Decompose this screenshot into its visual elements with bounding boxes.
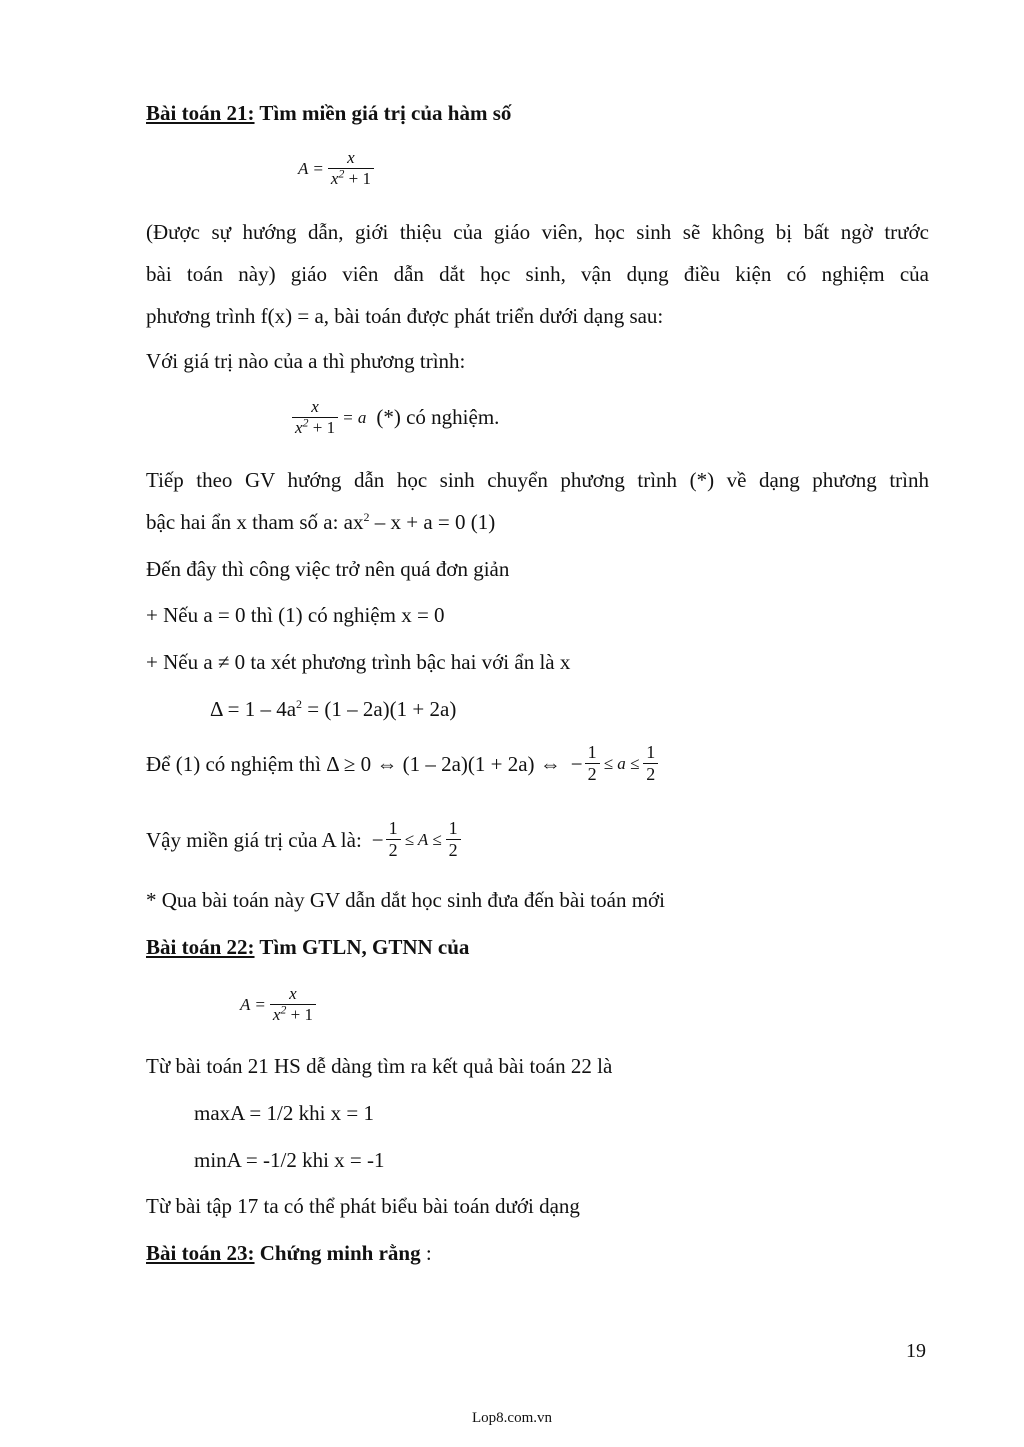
body-line-9: + Nếu a ≠ 0 ta xét phương trình bậc hai với ẩn là x xyxy=(146,650,571,674)
result-line-1: Từ bài toán 21 HS dễ dàng tìm ra kết quả bài toán 22 là xyxy=(146,1054,613,1078)
equation-star-fraction xyxy=(292,397,338,438)
formula-22-fraction xyxy=(270,984,316,1025)
intro-line-3: phương trình f(x) = a, bài toán được phát triển dưới dạng sau: xyxy=(146,304,664,328)
half-fraction: $\frac{1}{2}$ xyxy=(643,742,658,785)
equation-star-denominator: $x^2 + 1$ xyxy=(295,415,336,437)
range-text: Vậy miền giá trị của A là: xyxy=(146,827,362,852)
half-fraction: $\frac{1}{2}$ xyxy=(446,818,461,861)
problem-22-heading xyxy=(146,934,469,960)
problem-23-label: Bài toán 23: xyxy=(146,1241,255,1265)
formula-22-denominator: $x^2 + 1$ xyxy=(272,1002,313,1024)
problem-22-text: Tìm GTLN, GTNN của xyxy=(254,935,470,959)
equation-star xyxy=(292,397,499,438)
formula-21-lhs: A = xyxy=(298,158,324,178)
problem-23-tail: : xyxy=(420,1241,432,1265)
body-line-8: + Nếu a = 0 thì (1) có nghiệm x = 0 xyxy=(146,603,445,627)
problem-23-text: Chứng minh rằng xyxy=(254,1241,421,1265)
formula-21-fraction xyxy=(328,148,374,189)
delta-line: $\Delta = 1 - 4a^2 = (1 - 2a)(1 + 2a)$ xyxy=(210,697,457,721)
formula-22-lhs: A = xyxy=(240,994,266,1014)
condition-text: Để (1) có nghiệm thì Δ ≥ 0 ⇔ (1 – 2a)(1 + 2a) ⇔ xyxy=(146,751,561,776)
half-fraction: $\frac{1}{2}$ xyxy=(386,818,401,861)
intro-line-1: (Được sự hướng dẫn, giới thiệu của giáo viên, học sinh sẽ không bị bất ngờ trước xyxy=(146,220,929,244)
intro-line-4: Với giá trị nào của a thì phương trình: xyxy=(146,349,466,373)
formula-22-numerator: x xyxy=(289,984,297,1003)
equation-star-rhs: = a xyxy=(342,407,367,427)
range-line xyxy=(146,818,461,861)
minus-sign: − xyxy=(371,827,384,852)
footer-watermark: Lop8.com.vn xyxy=(472,1410,552,1426)
problem-21-heading xyxy=(146,100,511,126)
page-number: 19 xyxy=(906,1340,926,1362)
formula-22 xyxy=(240,984,316,1025)
note-line: * Qua bài toán này GV dẫn dắt học sinh đưa đến bài toán mới xyxy=(146,888,665,912)
formula-21-numerator: x xyxy=(347,148,355,167)
condition-inequality: ≤ a ≤ xyxy=(603,753,640,773)
equation-star-numerator: x xyxy=(311,397,319,416)
problem-22-label: Bài toán 22: xyxy=(146,935,255,959)
formula-21 xyxy=(298,148,374,189)
half-fraction: $\frac{1}{2}$ xyxy=(585,742,600,785)
body-line-7: Đến đây thì công việc trở nên quá đơn giản xyxy=(146,557,510,581)
formula-21-denominator: $x^2 + 1$ xyxy=(330,166,371,188)
minus-sign: − xyxy=(570,751,583,776)
result-min: minA = -1/2 khi x = -1 xyxy=(194,1148,385,1172)
problem-21-text: Tìm miền giá trị của hàm số xyxy=(254,101,512,125)
condition-line xyxy=(146,742,658,785)
intro-line-2: bài toán này) giáo viên dẫn dắt học sinh, vận dụng điều kiện có nghiệm của xyxy=(146,262,929,286)
result-max: maxA = 1/2 khi x = 1 xyxy=(194,1101,375,1125)
range-inequality: ≤ A ≤ xyxy=(404,829,442,849)
problem-23-heading xyxy=(146,1240,432,1266)
problem-21-label: Bài toán 21: xyxy=(146,101,255,125)
equation-star-text: (*) có nghiệm. xyxy=(376,405,500,429)
body-line-6: bậc hai ẩn x tham số a: $ax^2 - x + a = 0$ (1) xyxy=(146,510,496,534)
body-line-5: Tiếp theo GV hướng dẫn học sinh chuyển phương trình (*) về dạng phương trình xyxy=(146,468,929,492)
result-line-2: Từ bài tập 17 ta có thể phát biểu bài toán dưới dạng xyxy=(146,1194,580,1218)
